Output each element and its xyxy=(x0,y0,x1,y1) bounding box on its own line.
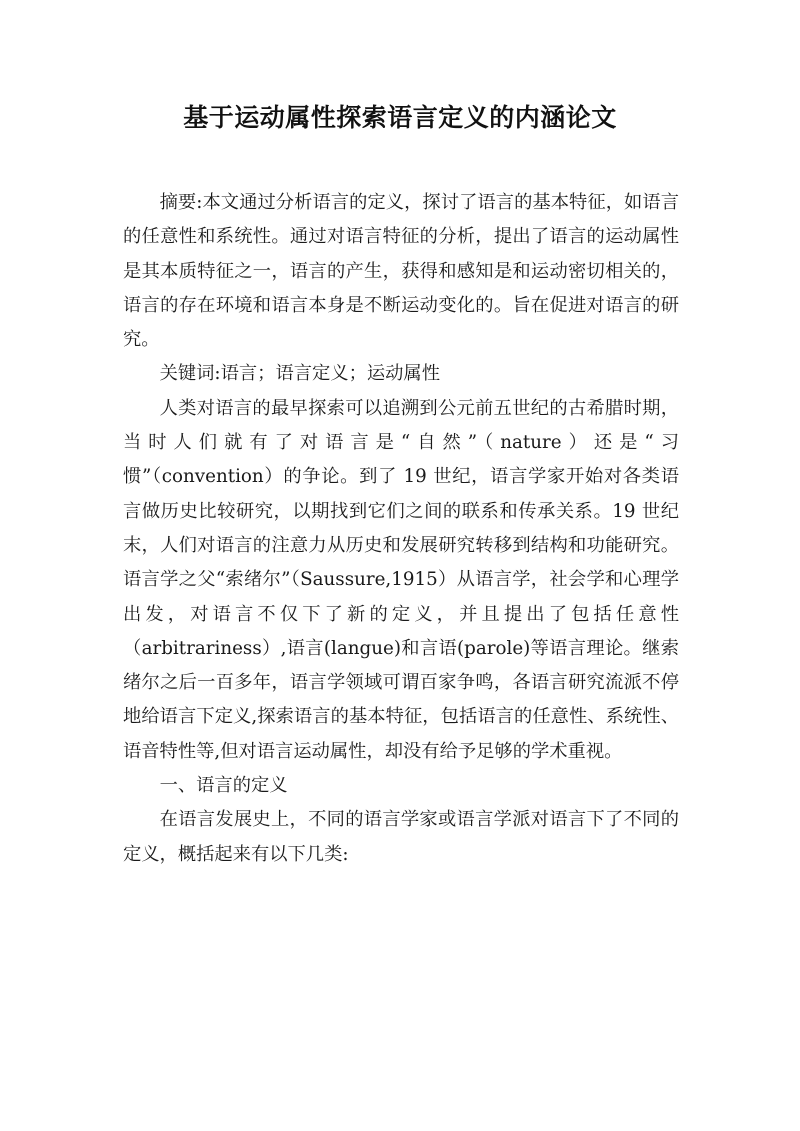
document-body xyxy=(123,186,679,872)
document-title: 基于运动属性探索语言定义的内涵论文 xyxy=(183,103,617,132)
intro-paragraph: 人类对语言的最早探索可以追溯到公元前五世纪的古希腊时期，当时人们就有了对语言是“自然”（nature）还是“习惯”（convention）的争论。到了 19 世纪，语言学家开始对各类语言做历史比较研究，以期找到它们之间的联系和传承关系。19 世纪末，人们对语言的注意力从历史和发展研究转移到结构和功能研究。语言学之父“索绪尔”（Saussure,1915）从语言学，社会学和心理学出发，对语言不仅下了新的定义，并且提出了包括任意性（arbitrariness）,语言(langue)和言语(parole)等语言理论。继索绪尔之后一百多年，语言学领域可谓百家争鸣，各语言研究流派不停地给语言下定义,探索语言的基本特征，包括语言的任意性、系统性、语音特性等,但对语言运动属性，却没有给予足够的学术重视。 xyxy=(123,397,679,762)
section-paragraph: 在语言发展史上，不同的语言学家或语言学派对语言下了不同的定义，概括起来有以下几类: xyxy=(123,809,679,865)
section-heading: 一、语言的定义 xyxy=(159,775,288,797)
abstract-paragraph: 摘要:本文通过分析语言的定义，探讨了语言的基本特征，如语言的任意性和系统性。通过对语言特征的分析，提出了语言的运动属性是其本质特征之一，语言的产生，获得和感知是和运动密切相关的，语言的存在环境和语言本身是不断运动变化的。旨在促进对语言的研究。 xyxy=(123,192,679,351)
keywords-paragraph: 关键词:语言；语言定义；运动属性 xyxy=(159,363,440,385)
